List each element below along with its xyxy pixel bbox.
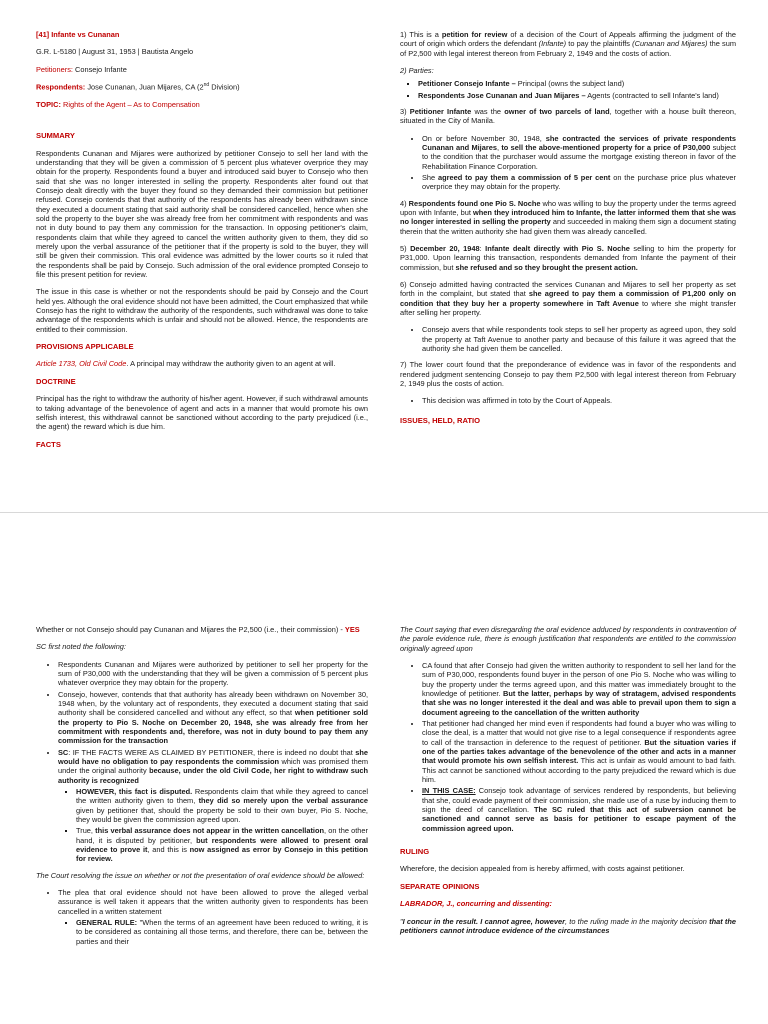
document-page-2 (0, 512, 768, 1024)
topic-line: TOPIC: Rights of the Agent – As to Compensation (36, 99, 200, 109)
issue-statement: Whether or not Consejo should pay Cunanan and Mijares the P2,500 (i.e., their commission) - YES (36, 625, 360, 634)
fact-5: 5) December 20, 1948: Infante dealt directly with Pio S. Noche selling to him the property for P31,000. Upon learning this transaction, respondents demanded from Infante the payment of their commission, but she refused and so they brought the present action. (400, 243, 737, 272)
fact-7: 7) The lower court found that the preponderance of evidence was in favor of the respondents and rendered judgment sentencing Consejo to pay them P2,500 with legal interest thereon from February 2, 1949 plus the costs of action. (400, 360, 736, 388)
summary-heading: SUMMARY (36, 131, 75, 141)
resolving-list (36, 888, 368, 946)
provisions-heading: PROVISIONS APPLICABLE (36, 341, 134, 351)
respondents-line: Respondents: Jose Cunanan, Juan Mijares, CA (2nd Division) (36, 81, 240, 92)
summary-paragraph-2: The issue in this case is whether or not the respondents should be paid by Consejo and the Court held yes. Although the oral evidence should not have been admitted, the Court emphasized that while Consejo has the right to withdraw the authority of the respondents, such withdrawal was done to take advantage of the respondents which is unfair and should not be allowed. Hence, the respondents are entitled to their commission. (36, 287, 368, 334)
issues-heading: ISSUES, HELD, RATIO (400, 415, 481, 425)
ruling-text: Wherefore, the decision appealed from is hereby affirmed, with costs against petitioner. (400, 864, 685, 874)
list-item: • CA found that after Consejo had given the written authority to respondent to sell her land for the sum of P30,000, respondents found buyer in the person of one Pio S. Noche who was willing to buy the property under the terms agreed upon, and this matter was immediately brought to the knowledge of petitioner. But the latter, perhaps by way of stratagem, advised respondents that she was no longer interested it the deal and was able to prevail upon them to sign a document agreeing to the cancellation of the written authority (422, 661, 736, 717)
list-item: • On or before November 30, 1948, she contracted the services of private respondents Cunanan and Mijares, to sell the above-mentioned property for a price of P30,000 subject to the condition that the purchaser would assume the mortgage existing thereon in favor of the Rehabilitation Finance Corporation. (422, 134, 736, 171)
list-item: ▪ True, this verbal assurance does not appear in the written cancellation, on the other hand, it is disputed by petitioner, but respondents were allowed to present oral evidence to prove it, and this is now assigned as error by Consejo in this petition for review. (76, 826, 368, 863)
sc-sub-list (58, 787, 368, 864)
case-title: [41] Infante vs Cunanan (36, 30, 120, 39)
fact-3-list (400, 134, 736, 192)
page1-right-column (400, 30, 736, 433)
petitioners-line: Petitioners: Consejo Infante (36, 64, 127, 74)
resolving-sub-list (58, 918, 368, 946)
sc-noted: SC first noted the following: (36, 642, 126, 652)
labrador-quote: "I concur in the result. I cannot agree, however, to the ruling made in the majority decision that the petitioners cannot introduce evidence of the circumstances (400, 916, 737, 935)
parties-list (400, 79, 736, 100)
doctrine-text: Principal has the right to withdraw the authority of his/her agent. However, if such withdrawal amounts to taking advantage of the benevolence of agent and acts in a manner that would promote his own selfish interest, this withdrawal cannot be sanctioned without according to the party prejudiced (i.e., the agent) the reward which is due him. (36, 394, 368, 432)
summary-paragraph-1: Respondents Cunanan and Mijares were authorized by petitioner Consejo to sell her land with the understanding that they will be given a commission of 5 percent plus whatever overprice they may obtain for the property. Respondents found a buyer and introduced said buyer to Consejo who then said that she was no longer interested in selling the property. Respondents alter found out that Consejo dealt directly with the buyer they found so they demanded their commission but petitioner refused. Consejo contends that that authority of the respondents has already been withdrawn since they executed a document stating that said authority shall be considered cancelled, hence when she sold the property to the buyer she was already free from her commitment with respondents and was not in duty bound to pay them any commission for the transaction. In opposing petitioner's claim, respondents claim that while they agreed to cancel the written authority given to them, they did so merely upon the verbal assurance of the petitioner that if the property is sold to the buyer, they will still be given their commission. This oral evidence was admitted by the lower courts so it ruled that the respondents shall be paid by Consejo. Such admission of the oral evidence prompted Consejo to file this present petition for review. (36, 148, 368, 279)
list-item: ▪ HOWEVER, this fact is disputed. Respondents claim that while they agreed to cancel the written authority given to them, they did so merely upon the verbal assurance given by petitioner that, should the property be sold to their own buyer, Pio S. Noche, they would be given the commission agreed upon. (76, 787, 368, 824)
list-item: • SC: IF THE FACTS WERE AS CLAIMED BY PETITIONER, there is indeed no doubt that she would have no obligation to pay respondents the commission which was promised them under the original authority because, under the old Civil Code, her right to withdraw such authority is recognized ▪ HOWEVER, this fact is disputed. Respondents claim that while they agreed to cancel the written authority given to them, they did so merely upon the verbal assurance given by petitioner that, should the property be sold to their own buyer, Pio S. Noche, they would be given the commission agreed upon. ▪ True, this verbal assurance does not appear in the written cancellation, on the other hand, it is disputed by petitioner, but respondents were allowed to present oral evidence to prove it, and this is now assigned as error by Consejo in this petition for review. (58, 748, 368, 864)
sc-notes-list (36, 660, 368, 864)
list-item: • That petitioner had changed her mind even if respondents had found a buyer who was willing to close the deal, is a matter that would not give rise to a legal consequence if respondents agree to call of the transaction in deference to the request of petitioner. But the situation varies if one of the parties takes advantage of the benevolence of the other and acts in a manner that would promote his own selfish interest. This act is unfair as would amount to bad faith. This act cannot be sanctioned without according to the party prejudiced the reward which is due him. (422, 719, 736, 784)
list-item: ▪ GENERAL RULE: "When the terms of an agreement have been reduced to writing, it is to be considered as containing all those terms, and therefore, there can be, between the parties and their (76, 918, 368, 946)
fact-3: 3) Petitioner Infante was the owner of two parcels of land, together with a house built thereon, situated in the City of Manila. (400, 106, 737, 126)
list-item: • Consejo avers that while respondents took steps to sell her property as agreed upon, they sold the property at Taft Avenue to another party and because of this failure it was agreed that the authority she had given them be cancelled. (422, 325, 736, 353)
fact-7-list (400, 396, 736, 405)
fact-4: 4) Respondents found one Pio S. Noche who was willing to buy the property under the terms agreed upon with Infante, but when they introduced him to Infante, the latter informed them that she was no longer interested in selling the property and succeeded in making them sign a document stating therein that the written authority she had given them was already cancelled. (400, 198, 737, 236)
page1-left-column (36, 30, 368, 457)
fact-1: 1) This is a petition for review of a decision of the Court of Appeals affirming the judgment of the court of origin which orders the defendant (Infante) to pay the plaintiffs (Cunanan and Mijares) the sum of P2,500 with legal interest thereon from February 2, 1949 and the costs of action. (400, 30, 736, 58)
provision-text: Article 1733, Old Civil Code. A principal may withdraw the authority given to an agent at will. (36, 359, 336, 369)
separate-opinions-heading: SEPARATE OPINIONS (400, 881, 480, 891)
fact-2: 2) Parties: (400, 65, 434, 75)
list-item: • Respondents Cunanan and Mijares were authorized by petitioner to sell her property for the sum of P30,000 with the understanding that they will be given a commission of 5 percent plus whatever overprice they may obtain for the property. (58, 660, 368, 688)
page2-right-column (400, 625, 736, 943)
doctrine-heading: DOCTRINE (36, 376, 76, 386)
resolving-statement: The Court resolving the issue on whether or not the presentation of oral evidence should be allowed: (36, 870, 365, 880)
list-item: • IN THIS CASE: Consejo took advantage of services rendered by respondents, but believing that she, could evade payment of their commission, she made use of a ruse by inducing them to sign the deed of cancellation. The SC ruled that this act of subversion cannot be sanctioned and cannot serve as basis for petitioner to escape payment of the commission agreed upon. (422, 786, 736, 833)
facts-heading: FACTS (36, 439, 61, 449)
court-intro: The Court saying that even disregarding the oral evidence adduced by respondents in contravention of the parole evidence rule, there is enough justification that respondents are entitled to the commission originally agreed upon (400, 625, 736, 653)
fact-6-list (400, 325, 736, 353)
court-findings-list (400, 661, 736, 833)
list-item: • She agreed to pay them a commission of 5 per cent on the purchase price plus whatever overprice they may obtain for the property. (422, 173, 736, 192)
case-citation: G.R. L-5180 | August 31, 1953 | Bautista Angelo (36, 47, 194, 57)
list-item: • The plea that oral evidence should not have been allowed to prove the alleged verbal assurance is well taken it appears that the written authority given to respondents has been cancelled in a written statement ▪ GENERAL RULE: "When the terms of an agreement have been reduced to writing, it is to be considered as containing all those terms, and therefore, there can be, between the parties and their (58, 888, 368, 946)
ruling-heading: RULING (400, 846, 430, 856)
labrador-opinion-heading: LABRADOR, J., concurring and dissenting: (400, 899, 552, 909)
list-item: • Consejo, however, contends that that authority has already been withdrawn on November 30, 1948 when, by the voluntary act of respondents, they executed a document stating that said authority shall be considered cancelled and without any effect, so that when petitioner sold the property to Pio S. Noche on December 20, 1948, she was already free from her commitment with respondents and, therefore, was not in duty bound to pay them any commission for the transaction (58, 690, 368, 746)
list-item: ▪ Respondents Jose Cunanan and Juan Mijares – Agents (contracted to sell Infante's land) (418, 91, 736, 100)
list-item: ▪ Petitioner Consejo Infante – Principal (owns the subject land) (418, 79, 736, 88)
list-item: • This decision was affirmed in toto by the Court of Appeals. (422, 396, 736, 405)
fact-6: 6) Consejo admitted having contracted the services Cunanan and Mijares to sell her property as set forth in the complaint, but stated that she agreed to pay them a commission of P1,200 only on condition that they buy her a property somewhere in Taft Avenue to where she might transfer after selling her property. (400, 279, 737, 317)
page2-left-column (36, 625, 368, 953)
